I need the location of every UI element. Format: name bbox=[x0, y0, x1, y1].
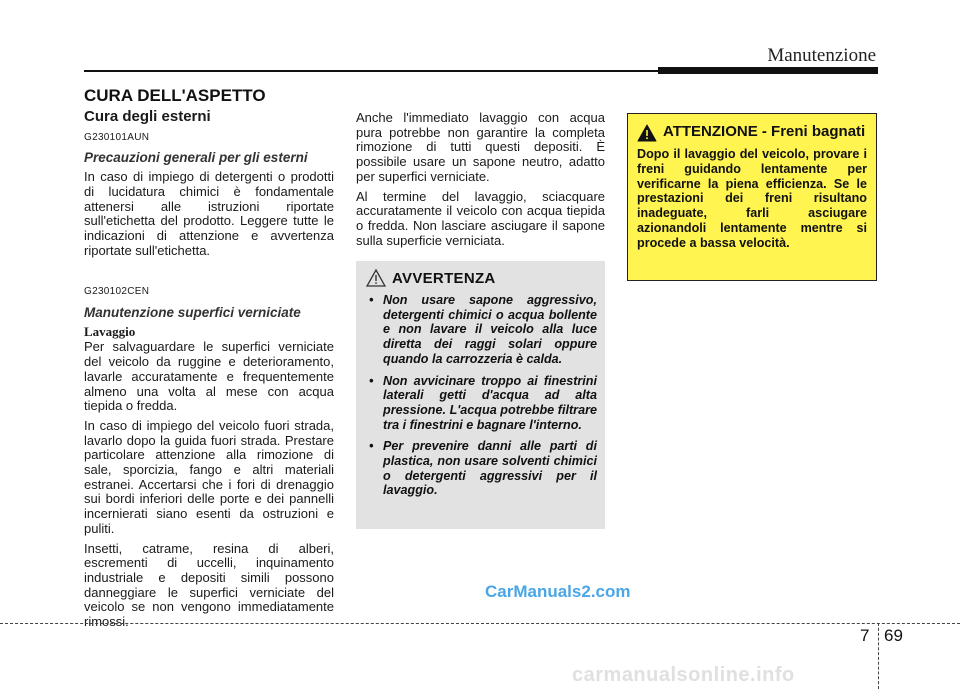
header-rule-thick bbox=[658, 67, 878, 74]
paragraph: Insetti, catrame, resina di alberi, escrementi di uccelli, inquinamento industriale e depositi simili possono danneggiare le superfici verniciate del veicolo se non vengono immediatamente rimossi. bbox=[84, 540, 334, 630]
paragraph: In caso di impiego del veicolo fuori strada, lavarlo dopo la guida fuori strada. Prestare particolare attenzione alla rimozione di sale, sporcizia, fango e altri materiali estranei. Accertarsi che i fori di drenaggio sui bordi inferiori delle porte e dei pannelli incernierati siano esenti da ostruzioni e puliti. bbox=[84, 417, 334, 536]
left-column bbox=[84, 110, 334, 635]
paragraph: Per salvaguardare le superfici verniciate del veicolo da ruggine e deterioramento, lavarle accuratamente e frequentemente almeno una volta al mese con acqua tiepida o fredda. bbox=[84, 339, 334, 414]
chapter-number: 7 bbox=[860, 626, 870, 645]
exterior-care-heading: Cura degli esterni bbox=[84, 108, 211, 125]
list-item: • Per prevenire danni alle parti di plastica, non usare solventi chimici o detergenti aggressivi per il lavaggio. bbox=[369, 439, 597, 498]
warning-box bbox=[356, 261, 605, 529]
attention-title: ATTENZIONE - Freni bagnati bbox=[663, 123, 866, 140]
reference-code: G230101AUN bbox=[84, 131, 150, 143]
paragraph: Al termine del lavaggio, sciacquare accuratamente il veicolo con acqua tiepida o fredda. Non lasciare asciugare il sapone sulla superficie verniciata. bbox=[356, 188, 605, 248]
subheading-general-precautions: Precauzioni generali per gli esterni bbox=[84, 150, 308, 166]
subheading-painted-surfaces: Manutenzione superfici verniciate bbox=[84, 305, 301, 321]
page-number: 69 bbox=[884, 626, 903, 645]
section-title: CURA DELL'ASPETTO bbox=[84, 86, 266, 105]
middle-column bbox=[356, 111, 605, 253]
footer-rule bbox=[0, 623, 960, 624]
caution-triangle-icon bbox=[637, 124, 657, 142]
warning-triangle-icon bbox=[366, 269, 386, 287]
paragraph: Anche l'immediato lavaggio con acqua pura potrebbe non garantire la completa rimozione di tutti questi depositi. È possibile usare un sapone neutro, adatto per superfici verniciate. bbox=[356, 110, 605, 184]
warning-header bbox=[366, 269, 597, 287]
list-item: • Non usare sapone aggressivo, detergenti chimici o acqua bollente e non lavare il veicolo alla luce diretta dei raggi solari oppure quando la carrozzeria è calda. bbox=[369, 293, 597, 366]
watermark-link[interactable]: CarManuals2.com bbox=[485, 582, 631, 601]
header-title: Manutenzione bbox=[767, 45, 876, 66]
subheading-washing: Lavaggio bbox=[84, 323, 136, 339]
warning-list bbox=[366, 293, 597, 498]
footer-divider bbox=[878, 623, 879, 689]
warning-title: AVVERTENZA bbox=[392, 269, 496, 287]
header-rule bbox=[84, 70, 658, 72]
attention-box bbox=[627, 113, 877, 281]
attention-header bbox=[637, 123, 867, 142]
list-item: • Non avvicinare troppo ai finestrini laterali getti d'acqua ad alta pressione. L'acqua potrebbe filtrare tra i finestrini e bagnare l'interno. bbox=[369, 373, 597, 432]
attention-body: Dopo il lavaggio del veicolo, provare i freni guidando lentamente per verificarne la piena efficienza. Se le prestazioni dei freni risultano inadeguate, farli asciugare azionandoli lentamente mentre si procede a bassa velocità. bbox=[637, 147, 867, 250]
paragraph: In caso di impiego di detergenti o prodotti di lucidatura chimici è fondamentale attenersi alle istruzioni riportate sull'etichetta del prodotto. Leggere tutte le indicazioni di attenzione e avvertenza riportate sull'etichetta. bbox=[84, 169, 334, 258]
footer-watermark: carmanualsonline.info bbox=[572, 664, 795, 686]
reference-code: G230102CEN bbox=[84, 286, 150, 298]
